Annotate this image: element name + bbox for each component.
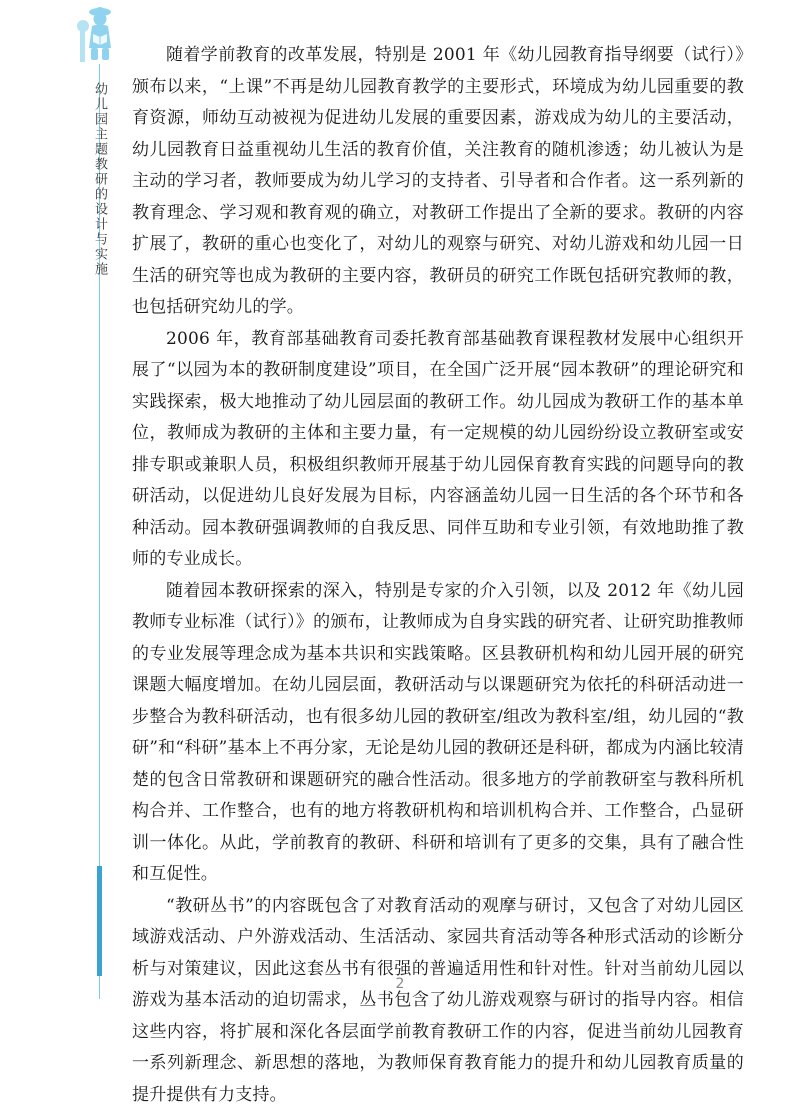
main-text — [132, 40, 744, 1111]
paragraph-2: 2006 年，教育部基础教育司委托教育部基础教育课程教材发展中心组织开展了“以园为本的教研制度建设”项目，在全国广泛开展“园本教研”的理论研究和实践探索，极大地推动了幼儿园层面的教研工作。幼儿园成为教研工作的基本单位，教师成为教研的主体和主要力量，有一定规模的幼儿园纷纷设立教研室或安排专职或兼职人员，积极组织教师开展基于幼儿园保育教育实践的问题导向的教研活动，以促进幼儿良好发展为目标，内容涵盖幼儿园一日生活的各个环节和各种活动。园本教研强调教师的自我反思、同伴互助和专业引领，有效地助推了教师的专业成长。 — [132, 324, 744, 576]
sidebar-accent-bar — [97, 866, 102, 976]
sidebar — [78, 0, 118, 1000]
page-number: 2 — [0, 976, 800, 992]
reading-child-icon — [78, 4, 118, 64]
paragraph-4: “教研丛书”的内容既包含了对教育活动的观摩与研讨，又包含了对幼儿园区域游戏活动、户外游戏活动、生活活动、家园共育活动等各种形式活动的诊断分析与对策建议，因此这套丛书有很强的普遍适用性和针对性。针对当前幼儿园以游戏为基本活动的迫切需求，丛书包含了幼儿游戏观察与研讨的指导内容。相信这些内容，将扩展和深化各层面学前教育教研工作的内容，促进当前幼儿园教育一系列新理念、新思想的落地，为教师保育教育能力的提升和幼儿园教育质量的提升提供有力支持。 — [132, 891, 744, 1111]
running-title: 幼儿园主题教研的设计与实施 — [91, 82, 107, 277]
paragraph-1: 随着学前教育的改革发展，特别是 2001 年《幼儿园教育指导纲要（试行）》颁布以来，“上课”不再是幼儿园教育教学的主要形式，环境成为幼儿园重要的教育资源，师幼互动被视为促进幼儿发展的重要因素，游戏成为幼儿的主要活动，幼儿园教育日益重视幼儿生活的教育价值，关注教育的随机渗透；幼儿被认为是主动的学习者，教师要成为幼儿学习的支持者、引导者和合作者。这一系列新的教育理念、学习观和教育观的确立，对教研工作提出了全新的要求。教研的内容扩展了，教研的重心也变化了，对幼儿的观察与研究、对幼儿游戏和幼儿园一日生活的研究等也成为教研的主要内容，教研员的研究工作既包括研究教师的教，也包括研究幼儿的学。 — [132, 40, 744, 324]
paragraph-3: 随着园本教研探索的深入，特别是专家的介入引领，以及 2012 年《幼儿园教师专业标准（试行）》的颁布，让教师成为自身实践的研究者、让研究助推教师的专业发展等理念成为基本共识和实践策略。区县教研机构和幼儿园开展的研究课题大幅度增加。在幼儿园层面，教研活动与以课题研究为依托的科研活动进一步整合为教科研活动，也有很多幼儿园的教研室/组改为教科室/组，幼儿园的“教研”和“科研”基本上不再分家，无论是幼儿园的教研还是科研，都成为内涵比较清楚的包含日常教研和课题研究的融合性活动。很多地方的学前教研室与教科所机构合并、工作整合，也有的地方将教研机构和培训机构合并、工作整合，凸显研训一体化。从此，学前教育的教研、科研和培训有了更多的交集，具有了融合性和互促性。 — [132, 576, 744, 891]
